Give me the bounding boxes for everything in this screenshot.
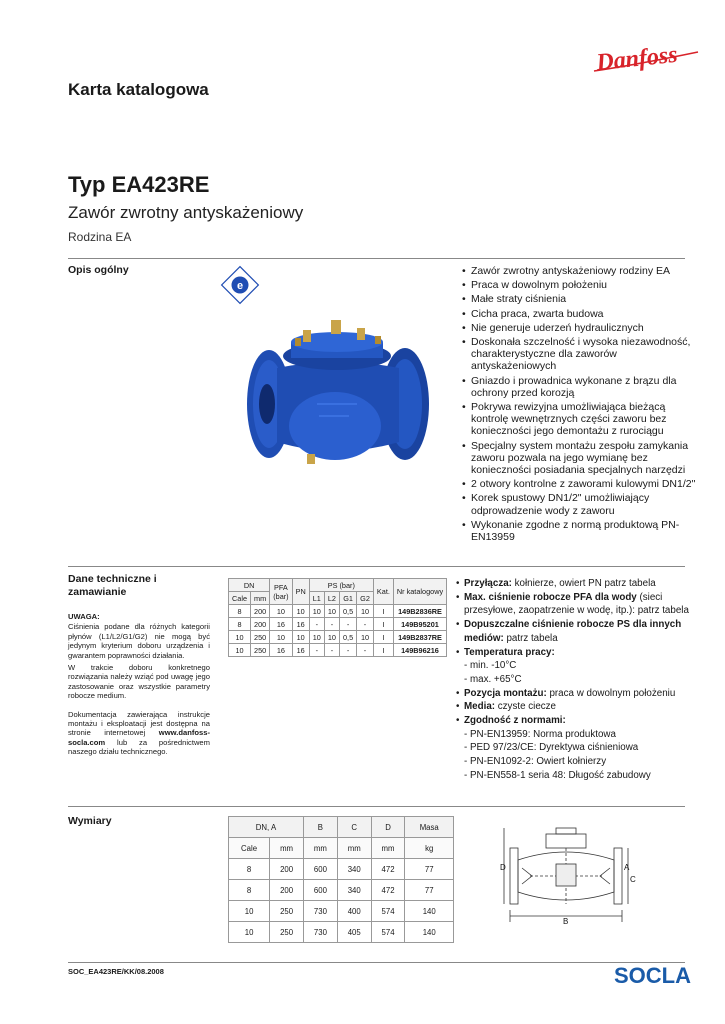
col-header: DN bbox=[229, 579, 270, 592]
table-row: 8 200 600 340 472 77 bbox=[229, 880, 454, 901]
note-text: W trakcie doboru konkretnego rozwiązania należy wziąć pod uwagę jego zastosowanie oraz wszystkie parametry robocze medium. bbox=[68, 663, 210, 701]
col-header: Kat. bbox=[373, 579, 393, 605]
unit-header: mm bbox=[270, 838, 304, 859]
col-header: Masa bbox=[405, 817, 454, 838]
table-row: 10 250 10 10 10 10 0,5 10 I 149B2837RE bbox=[229, 631, 447, 644]
unit-header: kg bbox=[405, 838, 454, 859]
dim-label-d: D bbox=[500, 863, 506, 872]
list-item: • Zawór zwrotny antyskażeniowy rodziny EA bbox=[462, 265, 702, 277]
col-header: C bbox=[337, 817, 371, 838]
dimensions-table bbox=[228, 816, 454, 943]
socla-logo bbox=[612, 959, 708, 989]
unit-header: Cale bbox=[229, 838, 270, 859]
note-title: UWAGA: bbox=[68, 612, 100, 621]
divider bbox=[68, 566, 685, 567]
documentation-text: Dokumentacja zawierająca instrukcje montażu i eksploatacji jest dostępna na stronie internetowej www.danfoss-socla.com lub za pośrednictwem naszego działu technicznego. bbox=[68, 709, 210, 757]
dim-label-b: B bbox=[563, 917, 569, 926]
col-header: G2 bbox=[357, 592, 374, 605]
col-header: PN bbox=[292, 579, 309, 605]
dimension-drawing bbox=[500, 824, 635, 926]
table-row: 10 250 16 16 - - - - I 149B96216 bbox=[229, 644, 447, 657]
danfoss-logo bbox=[590, 34, 702, 78]
list-item: • Nie generuje uderzeń hydraulicznych bbox=[462, 322, 702, 334]
list-item: • Dopuszczalne ciśnienie robocze PS dla innych mediów: patrz tabela bbox=[456, 618, 701, 645]
unit-header: mm bbox=[303, 838, 337, 859]
website-link[interactable]: www.danfoss-socla.com bbox=[68, 728, 210, 747]
list-item: - max. +65°C bbox=[464, 673, 522, 685]
col-header: L1 bbox=[309, 592, 324, 605]
list-item: • Wykonanie zgodne z normą produktową PN-EN13959 bbox=[462, 519, 702, 543]
table-row: 10 250 730 405 574 140 bbox=[229, 922, 454, 943]
col-header: Cale bbox=[229, 592, 251, 605]
unit-header: mm bbox=[371, 838, 405, 859]
list-item: • Przyłącza: kołnierze, owiert PN patrz tabela bbox=[456, 577, 701, 591]
list-item: • Zgodność z normami: bbox=[456, 714, 701, 728]
col-header: PS (bar) bbox=[309, 579, 373, 592]
svg-text:e: e bbox=[236, 280, 244, 292]
specs-table bbox=[228, 578, 447, 657]
unit-header: mm bbox=[337, 838, 371, 859]
note-text: Ciśnienia podane dla różnych kategorii płynów (L1/L2/G1/G2) nie mogą być jedynym kryterium doboru urządzenia i gwarantem poprawności działania. bbox=[68, 622, 210, 660]
features-list bbox=[462, 265, 702, 545]
list-item: • Specjalny system montażu zespołu zamykania zaworu pozwala na jego wymianę bez konieczności posiadania specjalnych narzędzi bbox=[462, 440, 702, 477]
col-header: mm bbox=[251, 592, 270, 605]
col-header: PFA (bar) bbox=[270, 579, 292, 605]
list-item: - min. -10°C bbox=[464, 660, 517, 672]
list-item: • Pokrywa rewizyjna umożliwiająca bieżącą kontrolę wewnętrznych części zaworu bez konieczności jego demontażu z rurociągu bbox=[462, 401, 702, 438]
certification-badge-icon bbox=[222, 267, 259, 304]
col-header: B bbox=[303, 817, 337, 838]
dim-label-c: C bbox=[630, 875, 636, 884]
list-item: - PED 97/23/CE: Dyrektywa ciśnieniowa bbox=[464, 742, 639, 754]
list-item: • 2 otwory kontrolne z zaworami kulowymi DN1/2" bbox=[462, 478, 702, 490]
table-row: 8 200 10 10 10 10 0,5 10 I 149B2836RE bbox=[229, 605, 447, 618]
list-item: • Max. ciśnienie robocze PFA dla wody (sieci przesyłowe, zaopatrzenie w wodę, itp.): patrz tabela bbox=[456, 591, 701, 618]
list-item: • Korek spustowy DN1/2" umożliwiający odprowadzenie wody z zaworu bbox=[462, 492, 702, 516]
list-item: - PN-EN558-1 seria 48: Długość zabudowy bbox=[464, 769, 651, 781]
document-code: SOC_EA423RE/KK/08.2008 bbox=[68, 967, 164, 976]
list-item: • Małe straty ciśnienia bbox=[462, 293, 702, 305]
list-item: • Pozycja montażu: praca w dowolnym położeniu bbox=[456, 687, 701, 701]
table-row: 10 250 730 400 574 140 bbox=[229, 901, 454, 922]
section-title-dimensions: Wymiary bbox=[68, 815, 112, 827]
svg-text:Danfoss: Danfoss bbox=[595, 41, 679, 77]
page-subtitle: Zawór zwrotny antyskażeniowy bbox=[68, 203, 304, 222]
section-title-general: Opis ogólny bbox=[68, 264, 129, 276]
col-header: Nr katalogowy bbox=[393, 579, 446, 605]
divider bbox=[68, 962, 685, 963]
technical-specs-list bbox=[456, 577, 701, 783]
divider bbox=[68, 258, 685, 259]
section-title-technical: Dane techniczne i zamawianie bbox=[68, 573, 157, 598]
list-item: • Cicha praca, zwarta budowa bbox=[462, 308, 702, 320]
col-header: L2 bbox=[324, 592, 339, 605]
list-item: • Doskonała szczelność i wysoka niezawodność, charakterystyczne dla zaworów antyskażeniowych bbox=[462, 336, 702, 373]
list-item: • Praca w dowolnym położeniu bbox=[462, 279, 702, 291]
product-photo bbox=[207, 264, 451, 494]
note-box bbox=[68, 612, 210, 760]
list-item: • Gniazdo i prowadnica wykonane z brązu dla ochrony przed korozją bbox=[462, 375, 702, 399]
col-header: D bbox=[371, 817, 405, 838]
list-item: - PN-EN1092-2: Owiert kołnierzy bbox=[464, 756, 607, 768]
doc-type-heading: Karta katalogowa bbox=[68, 80, 209, 99]
table-row: 8 200 16 16 - - - - I 149B95201 bbox=[229, 618, 447, 631]
divider bbox=[68, 806, 685, 807]
col-header: G1 bbox=[340, 592, 357, 605]
list-item: • Temperatura pracy: bbox=[456, 646, 701, 660]
dim-label-a: A bbox=[624, 863, 630, 872]
table-row: 8 200 600 340 472 77 bbox=[229, 859, 454, 880]
product-family: Rodzina EA bbox=[68, 230, 132, 244]
list-item: - PN-EN13959: Norma produktowa bbox=[464, 728, 616, 740]
page-title: Typ EA423RE bbox=[68, 172, 210, 197]
list-item: • Media: czyste ciecze bbox=[456, 700, 701, 714]
col-header: DN, A bbox=[229, 817, 304, 838]
svg-text:SOCLA: SOCLA bbox=[614, 963, 691, 988]
